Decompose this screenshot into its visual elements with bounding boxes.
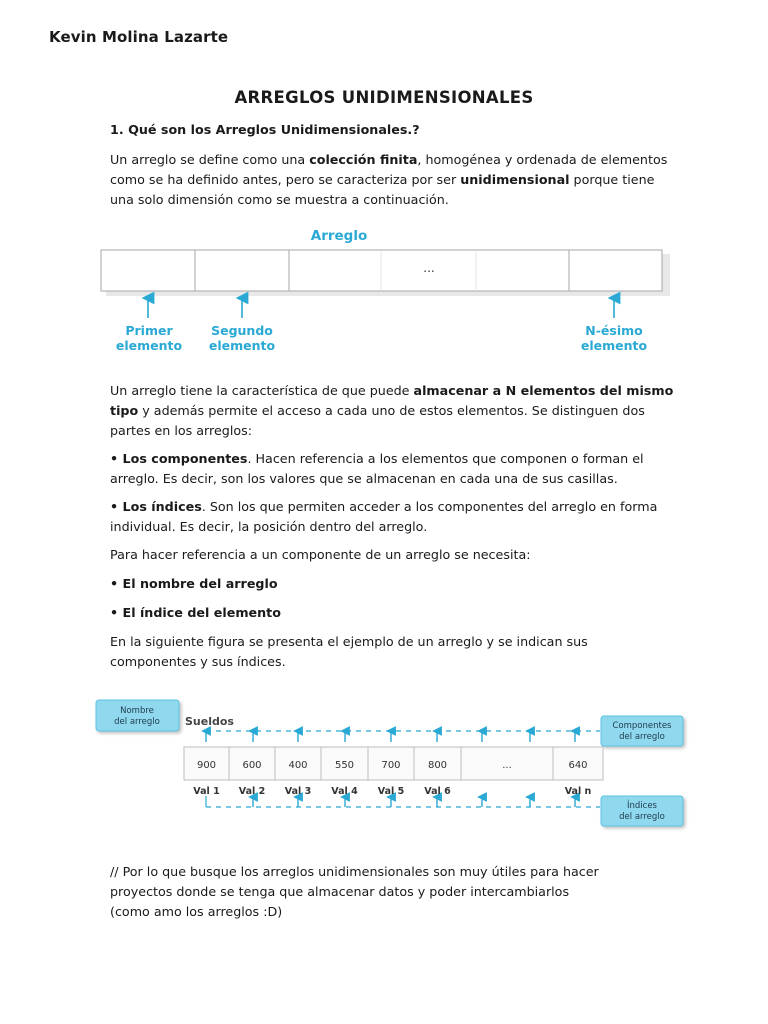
paragraph-figure-intro: En la siguiente figura se presenta el ejemplo de un arreglo y se indican sus componentes y sus índices. bbox=[110, 634, 588, 669]
label-first-l1: Primer bbox=[125, 323, 173, 338]
array-cell-index: Val 6 bbox=[424, 786, 451, 797]
indices-callout-l1: Índices bbox=[627, 801, 657, 811]
name-callout-l1: Nombre bbox=[120, 706, 154, 716]
array-cell-value: ... bbox=[502, 760, 512, 771]
array-cell-index: Val 2 bbox=[238, 786, 266, 797]
paragraph-reference: Para hacer referencia a un componente de un arreglo se necesita: bbox=[110, 547, 531, 562]
bullet-components: • Los componentes. Hacen referencia a los elementos que componen o forman el arreglo. Es decir, son los valores que se almacenan en cada una de sus casillas. bbox=[110, 451, 644, 486]
components-callout-l1: Componentes bbox=[612, 721, 672, 731]
array-cell-index: Val n bbox=[564, 786, 592, 797]
array-cell-index: Val 4 bbox=[331, 786, 358, 797]
bullet-indices: • Los índices. Son los que permiten acceder a los componentes del arreglo en forma individual. Es decir, la posición dentro del arreglo. bbox=[110, 499, 658, 534]
question-heading: 1. Qué son los Arreglos Unidimensionales.? bbox=[110, 122, 420, 137]
array-cell-value: 550 bbox=[334, 760, 355, 771]
figure1-title: Arreglo bbox=[310, 228, 368, 244]
array-cell-value: 900 bbox=[196, 760, 217, 771]
array-cell-value: 400 bbox=[288, 760, 308, 771]
label-first-l2: elemento bbox=[115, 338, 183, 353]
array-cell-value: 800 bbox=[427, 760, 448, 771]
label-second-l1: Segundo bbox=[211, 323, 273, 338]
array-cell-index: Val 1 bbox=[193, 786, 220, 797]
need-array-name: • El nombre del arreglo bbox=[110, 576, 278, 591]
paragraph-definition: Un arreglo se define como una colección finita, homogénea y ordenada de elementos como se ha definido antes, pero se caracteriza por ser unidimensional porque tiene una solo dimensión como se muestra a continuación. bbox=[110, 152, 668, 207]
label-second-l2: elemento bbox=[208, 338, 276, 353]
name-callout-l2: del arreglo bbox=[114, 717, 160, 727]
array-cell-value: 640 bbox=[568, 760, 588, 771]
author-name: Kevin Molina Lazarte bbox=[49, 28, 229, 46]
document-title: ARREGLOS UNIDIMENSIONALES bbox=[234, 88, 534, 107]
array-cell-index: Val 3 bbox=[284, 786, 312, 797]
array-cell-value: 600 bbox=[242, 760, 262, 771]
need-element-index: • El índice del elemento bbox=[110, 605, 281, 620]
closing-comment: // Por lo que busque los arreglos unidimensionales son muy útiles para hacer proyectos donde se tenga que almacenar datos y poder intercambiarlos (como amo los arreglos :D) bbox=[110, 864, 599, 919]
paragraph-characteristics: Un arreglo tiene la característica de que puede almacenar a N elementos del mismo tipo y además permite el acceso a cada uno de estos elementos. Se distinguen dos partes en los arreglos: bbox=[110, 383, 674, 438]
components-callout-l2: del arreglo bbox=[619, 732, 665, 742]
indices-callout-l2: del arreglo bbox=[619, 812, 665, 822]
array-cell-value: 700 bbox=[381, 760, 401, 771]
label-nth-l2: elemento bbox=[580, 338, 648, 353]
array-cell-index: Val 5 bbox=[377, 786, 405, 797]
label-nth-l1: N-ésimo bbox=[585, 323, 643, 338]
array-ellipsis: ... bbox=[423, 261, 435, 275]
array-name-label: Sueldos bbox=[185, 715, 234, 728]
